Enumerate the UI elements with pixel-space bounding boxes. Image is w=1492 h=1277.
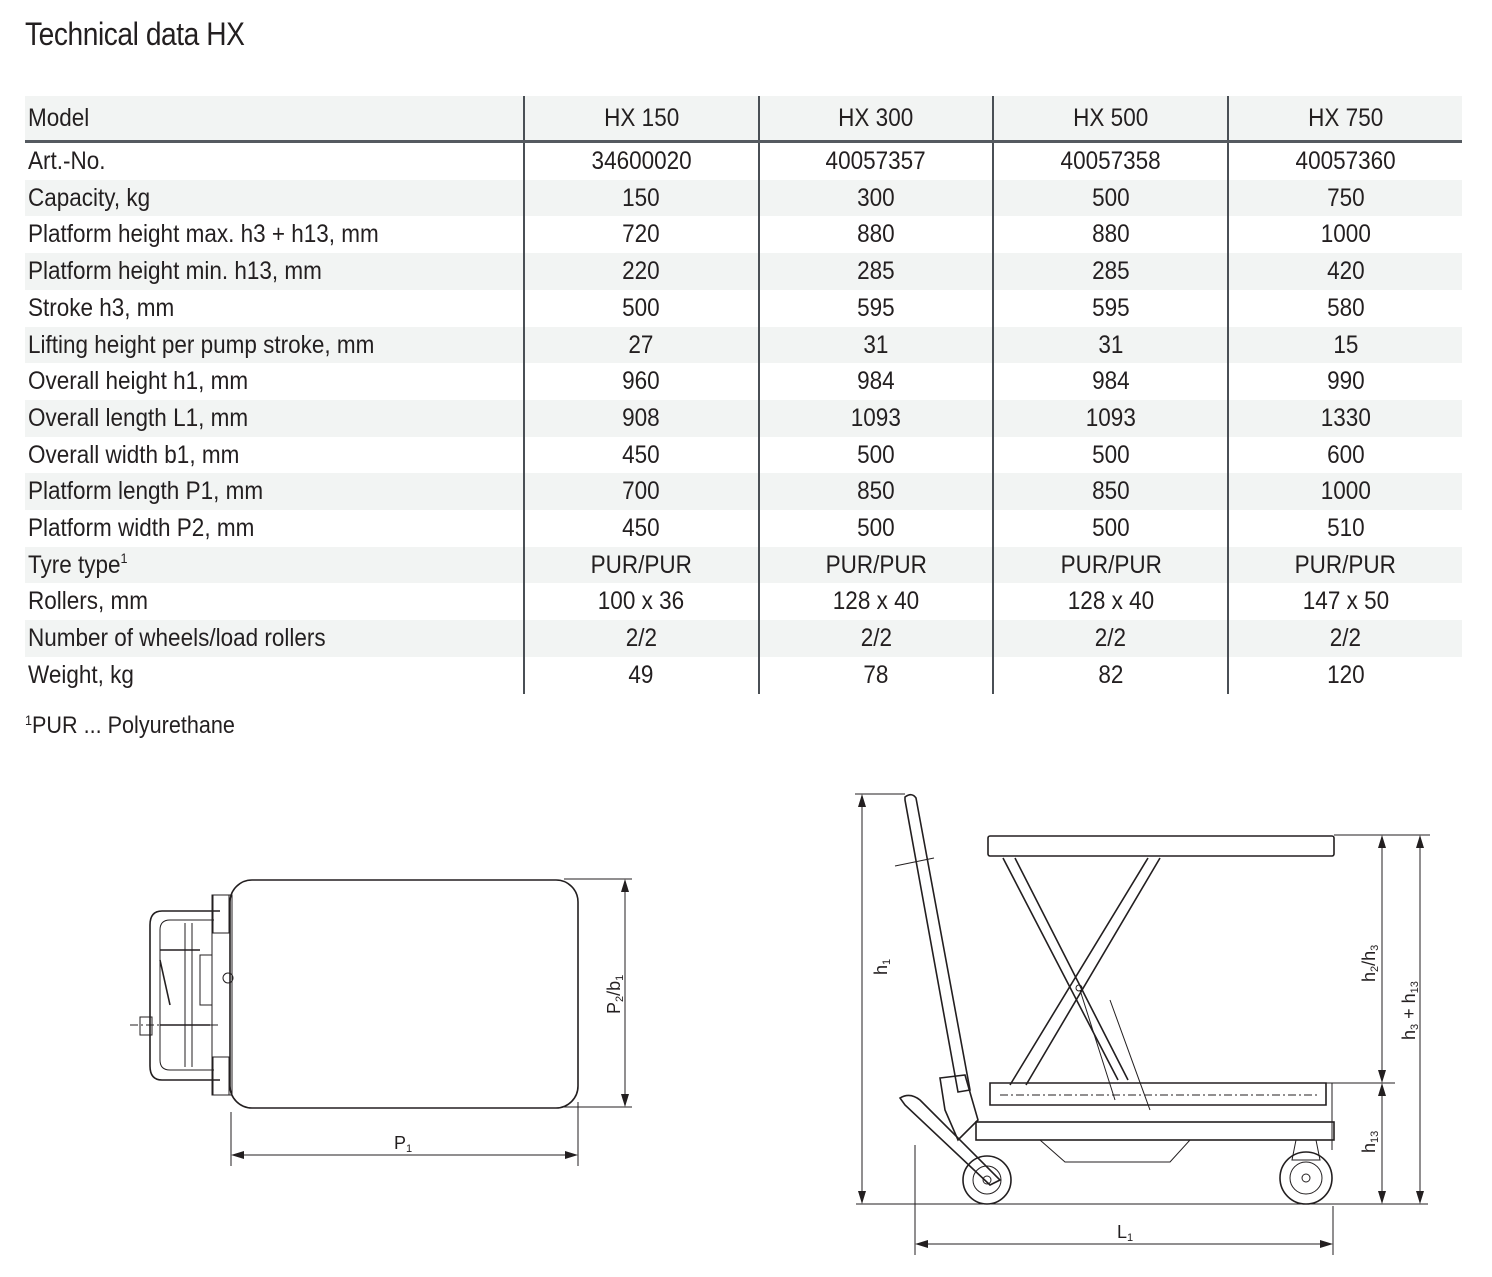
cell-hx300: 500 [759,437,994,474]
cell-hx300: 78 [759,657,994,694]
cell-hx500: 40057358 [993,142,1228,180]
side-view-dim-h2-h3 [1280,835,1395,1083]
cell-hx150: 27 [524,327,759,364]
header-model-hx750: HX 750 [1228,96,1462,142]
header-model-label: Model [25,96,524,142]
row-label: Capacity, kg [25,180,524,217]
side-view-handle [895,795,1000,1185]
side-view-platform [988,835,1430,856]
cell-hx150: 720 [524,216,759,253]
cell-hx300: 595 [759,290,994,327]
row-label: Overall length L1, mm [25,400,524,437]
cell-hx150: 960 [524,363,759,400]
side-view-dim-h3-h13 [1399,835,1424,1204]
row-label: Art.-No. [28,147,106,175]
cell-hx300: 2/2 [759,620,994,657]
cell-hx500: 880 [993,216,1228,253]
cell-hx500: 2/2 [993,620,1228,657]
footnote-reference: 1 [120,549,128,566]
dim-label-h2-h3: h2/h3 [1359,944,1381,982]
cell-hx500: 984 [993,363,1228,400]
cell-hx750: 750 [1228,180,1462,217]
cell-hx150: 220 [524,253,759,290]
cell-hx300: 1093 [759,400,994,437]
cell-hx500: 1093 [993,400,1228,437]
row-label: Tyre type$^1$ [25,547,524,584]
cell-hx500: 285 [993,253,1228,290]
cell-hx150: 450 [524,510,759,547]
side-view-dim-h1 [855,794,905,1204]
cell-hx300: 128 x 40 [759,583,994,620]
cell-hx300: 984 [759,363,994,400]
cell-hx750: 1000 [1228,216,1462,253]
row-label: Platform height max. h3 + h13, mm [28,220,379,249]
row-label: Platform height min. h13, mm [25,253,524,290]
dim-label-p1: P1 [394,1133,413,1155]
cell-hx750: 2/2 [1228,620,1462,657]
cell-hx750: 600 [1228,437,1462,474]
cell-hx300: 31 [759,327,994,364]
cell-hx300: PUR/PUR [759,547,994,584]
cell-hx150: 450 [524,437,759,474]
cell-hx750: 120 [1228,657,1462,694]
cell-hx750: 147 x 50 [1228,583,1462,620]
dim-label-h13: h13 [1359,1130,1381,1153]
cell-hx150: PUR/PUR [524,547,759,584]
footnote-marker: 1 [25,712,33,728]
header-model-hx500: HX 500 [993,96,1228,142]
cell-hx750: PUR/PUR [1228,547,1462,584]
cell-hx500: 850 [993,473,1228,510]
row-label: Stroke h3, mm [28,293,175,322]
cell-hx750: 510 [1228,510,1462,547]
dim-label-h3-h13: h3 + h13 [1399,981,1421,1040]
cell-hx150: 150 [524,180,759,217]
cell-hx150: 700 [524,473,759,510]
header-model-hx150: HX 150 [524,96,759,142]
row-label: Platform length P1, mm [25,473,524,510]
cell-hx500: 500 [993,180,1228,217]
cell-hx750: 15 [1228,327,1462,364]
cell-hx500: PUR/PUR [993,547,1228,584]
cell-hx750: 1330 [1228,400,1462,437]
cell-hx750: 990 [1228,363,1462,400]
row-label: Overall height h1, mm [28,367,249,396]
cell-hx300: 880 [759,216,994,253]
header-model-hx300: HX 300 [759,96,994,142]
row-label: Number of wheels/load rollers [25,620,524,657]
cell-hx150: 2/2 [524,620,759,657]
cell-hx150: 49 [524,657,759,694]
cell-hx300: 300 [759,180,994,217]
row-label: Weight, kg [28,660,134,689]
side-view-chassis [976,1083,1334,1162]
cell-hx500: 500 [993,437,1228,474]
cell-hx750: 40057360 [1228,142,1462,180]
side-view-dim-h13 [1359,1083,1386,1204]
cell-hx300: 850 [759,473,994,510]
cell-hx500: 82 [993,657,1228,694]
cell-hx500: 128 x 40 [993,583,1228,620]
side-view-scissor-arms [1003,858,1160,1110]
side-view-wheels [963,1140,1332,1204]
cell-hx300: 40057357 [759,142,994,180]
cell-hx150: 908 [524,400,759,437]
footnote-text: PUR ... Polyurethane [32,712,235,739]
cell-hx500: 31 [993,327,1228,364]
row-label: Lifting height per pump stroke, mm [25,327,524,364]
row-label: Rollers, mm [28,587,149,616]
cell-hx150: 34600020 [524,142,759,180]
cell-hx300: 500 [759,510,994,547]
dim-label-h1: h1 [871,958,893,975]
cell-hx150: 500 [524,290,759,327]
cell-hx500: 595 [993,290,1228,327]
cell-hx150: 100 x 36 [524,583,759,620]
cell-hx300: 285 [759,253,994,290]
cell-hx750: 420 [1228,253,1462,290]
dim-label-p2-b1: P2/b1 [604,974,626,1014]
page-title: Technical data HX [25,16,245,52]
row-label: Overall width b1, mm [28,440,240,469]
row-label: Platform width P2, mm [28,514,255,543]
dim-label-l1: L1 [1117,1222,1134,1244]
cell-hx750: 580 [1228,290,1462,327]
cell-hx750: 1000 [1228,473,1462,510]
cell-hx500: 500 [993,510,1228,547]
